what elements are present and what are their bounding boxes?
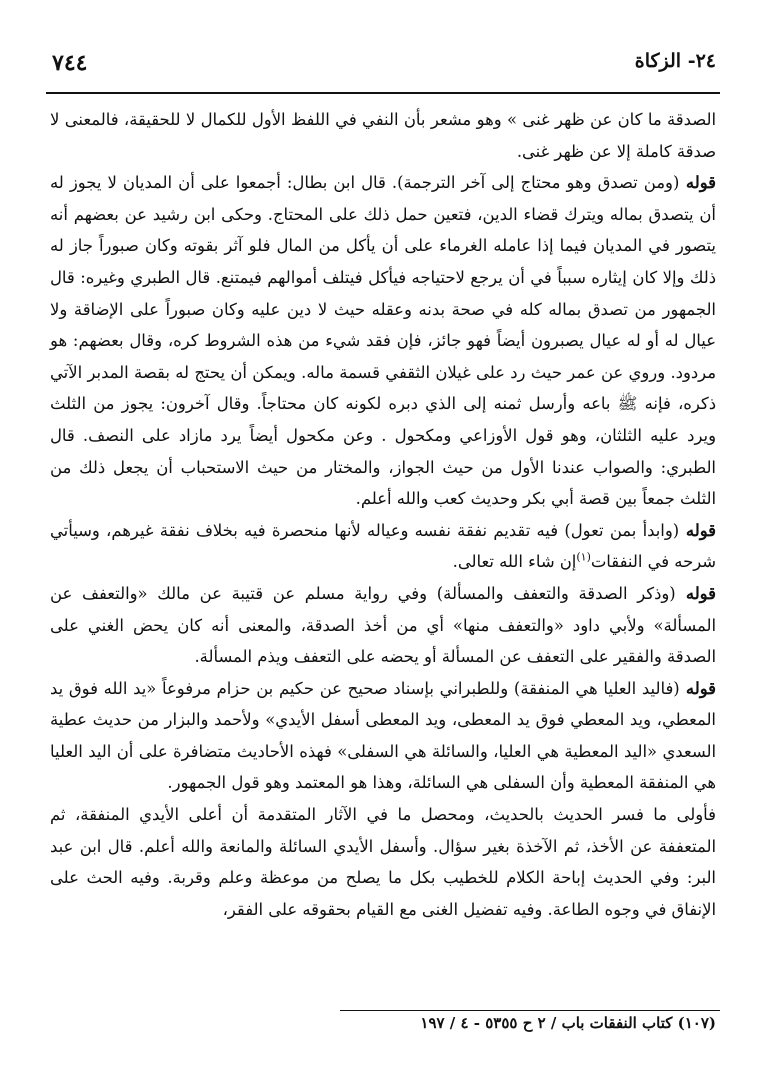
footnote: (١٠٧) كتاب النفقات باب / ٢ ح ٥٣٥٥ - ٤ / ١٩٧ <box>420 1014 716 1032</box>
paragraph-text: فأولى ما فسر الحديث بالحديث، ومحصل ما في الآثار المتقدمة أن أعلى الأيدي المنفقة، ثم المتعففة عن الأخذ، ثم الآخذة بغير سؤال. وأسفل الأيدي السائلة والمانعة والله أعلم. قال ابن عبد البر: وفي الحديث إباحة الكلام للخطيب بكل ما يصلح من موعظة وعلم وقربة. وفيه الحث على الإنفاق في وجوه الطاعة. وفيه تفضيل الغنى مع القيام بحقوقه على الفقر، <box>50 805 716 919</box>
paragraph-4 <box>50 578 716 673</box>
paragraph-lead: قوله <box>679 173 716 193</box>
paragraph-lead: قوله <box>679 520 717 540</box>
page-number: ٧٤٤ <box>52 50 88 76</box>
paragraph-text: الصدقة ما كان عن ظهر غنى » وهو مشعر بأن النفي في اللفظ الأول للكمال لا للحقيقة، فالمعنى لا صدقة كاملة إلا عن ظهر غنى. <box>50 110 716 161</box>
paragraph-text-after: إن شاء الله تعالى. <box>452 552 577 572</box>
chapter-title: ٢٤- الزكاة <box>634 50 716 72</box>
paragraph-2 <box>50 167 716 515</box>
paragraph-lead: قوله <box>679 678 716 698</box>
paragraph-lead: قوله <box>675 583 716 603</box>
paragraph-3 <box>50 515 716 578</box>
footnote-rule <box>340 1010 720 1011</box>
footnote-marker: (١) <box>576 550 591 564</box>
paragraph-6 <box>50 799 716 925</box>
page-header <box>46 46 720 86</box>
paragraph-text: (فاليد العليا هي المنفقة) وللطبراني بإسناد صحيح عن حكيم بن حزام مرفوعاً «يد الله فوق يد المعطي، ويد المعطي فوق يد المعطى، ويد المعطى أسفل الأيدي» ولأحمد والبزار من حديث عطية السعدي «اليد المعطية هي العليا، والسائلة هي السفلى» فهذه الأحاديث متضافرة على أن اليد العليا هي المنفقة المعطية وأن السفلى هي السائلة، وهذا هو المعتمد وهو قول الجمهور. <box>50 678 716 793</box>
paragraph-text: (وذكر الصدقة والتعفف والمسألة) وفي رواية مسلم عن قتيبة عن مالك «والتعفف عن المسألة» ولأبي داود «والتعفف منها» أي من أخذ الصدقة، والمعنى أنه كان يحض الغني على الصدقة والفقير على التعفف عن المسألة أو يحضه على التعفف ويذم المسألة. <box>50 583 716 667</box>
header-rule <box>46 92 720 94</box>
paragraph-text: (ومن تصدق وهو محتاج إلى آخر الترجمة). قال ابن بطال: أجمعوا على أن المديان لا يجوز له أن يتصدق بماله ويترك قضاء الدين، فتعين حمل ذلك على المحتاج. وحكى ابن رشيد عن بعضهم أنه يتصور في المديان فيما إذا عامله الغرماء على أن يأكل من المال فلو آثر بقوته وكان صبوراً جاز له ذلك وإلا كان إيثاره سبباً في أن يرجع لاحتياجه فيأكل فيتلف أموالهم فيمتنع. قال الطبري وغيره: قال الجمهور من تصدق بماله كله في صحة بدنه وعقله حيث لا دين عليه وكان صبوراً على الإضاقة ولا عيال له أو له عيال يصبرون أيضاً فهو جائز، فإن فقد شيء من هذه الشروط كره، وقال بعضهم: هو مردود. وروي عن عمر حيث رد على غيلان الثقفي قسمة ماله. ويمكن أن يحتج له بقصة المدبر الآتي ذكره، فإنه ﷺ باعه وأرسل ثمنه إلى الذي دبره لكونه كان محتاجاً. وقال آخرون: يجوز من الثلث ويرد عليه الثلثان، وهو قول الأوزاعي ومكحول . وعن مكحول أيضاً يرد مازاد على النصف. قال الطبري: والصواب عندنا الأول من حيث الجواز، والمختار من حيث الاستحباب أن يجعل ذلك من الثلث جمعاً بين قصة أبي بكر وحديث كعب والله أعلم. <box>50 173 716 509</box>
main-text <box>50 104 716 925</box>
paragraph-text: (وابدأ بمن تعول) فيه تقديم نفقة نفسه وعياله لأنها منحصرة فيه بخلاف نفقة غيرهم، وسيأتي شرحه في النفقات <box>50 520 716 572</box>
paragraph-1 <box>50 104 716 167</box>
paragraph-5 <box>50 673 716 799</box>
